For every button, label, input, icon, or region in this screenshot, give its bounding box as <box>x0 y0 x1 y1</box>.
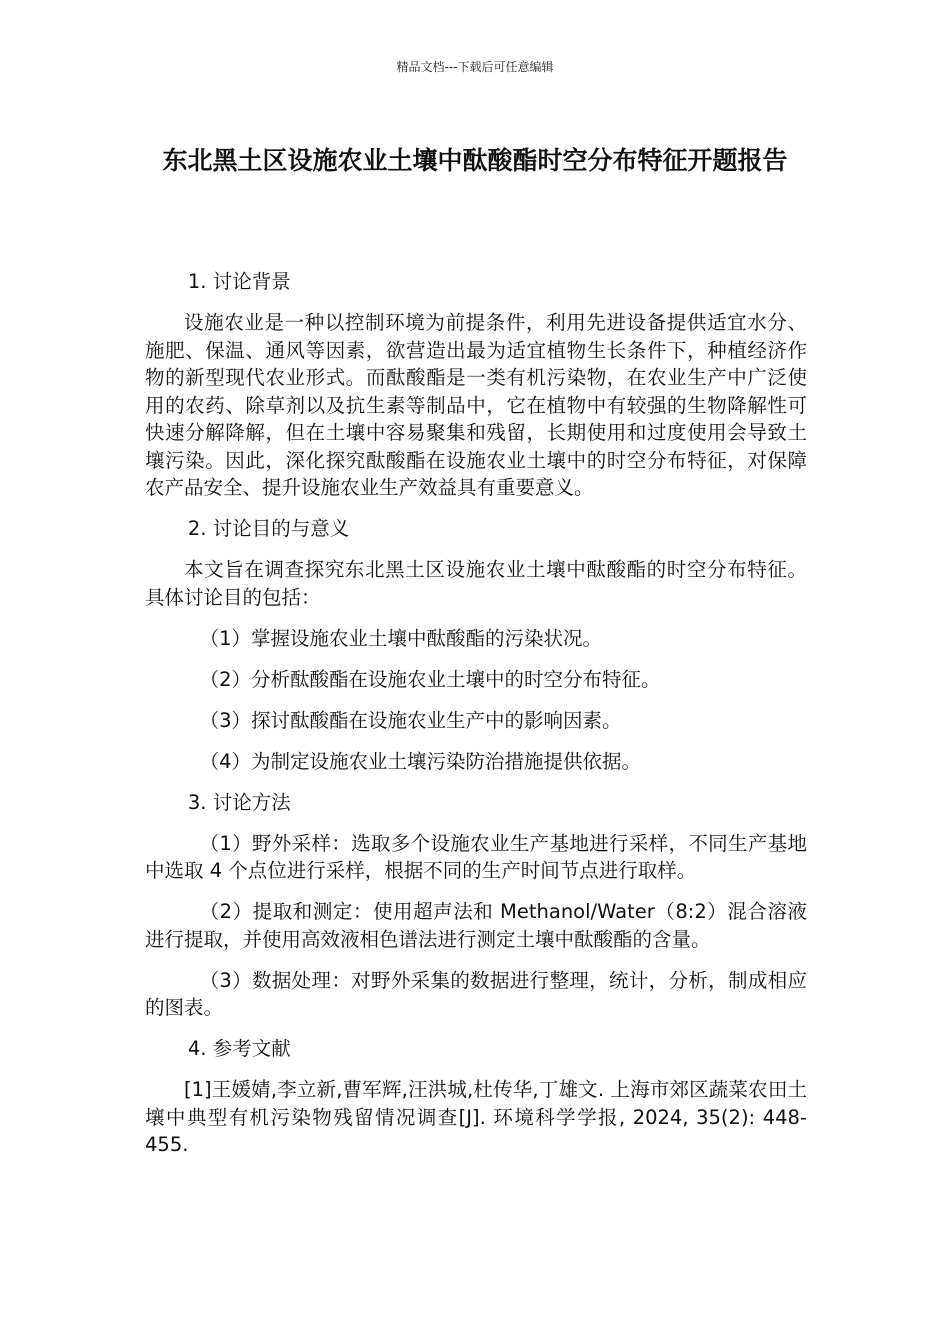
purpose-item: （1）掌握设施农业土壤中酞酸酯的污染状况。 <box>199 626 603 650</box>
section-heading-methods: 3. 讨论方法 <box>187 790 291 814</box>
section-heading-purpose: 2. 讨论目的与意义 <box>187 517 350 540</box>
section-heading-references: 4. 参考文献 <box>187 1037 291 1060</box>
section-heading-background: 1. 讨论背景 <box>187 270 291 293</box>
purpose-item: （2）分析酞酸酯在设施农业土壤中的时空分布特征。 <box>199 667 661 691</box>
background-paragraph: 设施农业是一种以控制环境为前提条件，利用先进设备提供适宜水分、施肥、保温、通风等因素，欲营造出最为适宜植物生长条件下，种植经济作物的新型现代农业形式。而酞酸酯是一类有机污染物，在农业生产中广泛使用的农药、除草剂以及抗生素等制品中，它在植物中有较强的生物降解性可快速分解降解，但在土壤中容易聚集和残留，长期使用和过度使用会导致土壤污染。因此，深化探究酞酸酯在设施农业土壤中的时空分布特征，对保障农产品安全、提升设施农业生产效益具有重要意义。 <box>145 311 807 499</box>
method-item: （2）提取和测定：使用超声法和 Methanol/Water（8:2）混合溶液进行提取，并使用高效液相色谱法进行测定土壤中酞酸酯的含量。 <box>145 900 807 951</box>
document-body <box>145 268 807 1172</box>
purpose-paragraph: 本文旨在调查探究东北黑土区设施农业土壤中酞酸酯的时空分布特征。具体讨论目的包括： <box>145 558 807 609</box>
page-header-note: 精品文档---下载后可任意编辑 <box>396 60 554 74</box>
reference-item: [1]王媛婧,李立新,曹军辉,汪洪城,杜传华,丁雄文. 上海市郊区蔬菜农田土壤中典型有机污染物残留情况调查[J]. 环境科学学报, 2024, 35(2): 448-455. <box>145 1078 807 1156</box>
document-title: 东北黑土区设施农业土壤中酞酸酯时空分布特征开题报告 <box>162 146 788 175</box>
method-item: （3）数据处理：对野外采集的数据进行整理，统计，分析，制成相应的图表。 <box>145 968 807 1019</box>
purpose-item: （4）为制定设施农业土壤污染防治措施提供依据。 <box>199 749 642 773</box>
purpose-item: （3）探讨酞酸酯在设施农业生产中的影响因素。 <box>199 708 622 732</box>
method-item: （1）野外采样：选取多个设施农业生产基地进行采样，不同生产基地中选取 4 个点位进行采样，根据不同的生产时间节点进行取样。 <box>145 831 807 882</box>
